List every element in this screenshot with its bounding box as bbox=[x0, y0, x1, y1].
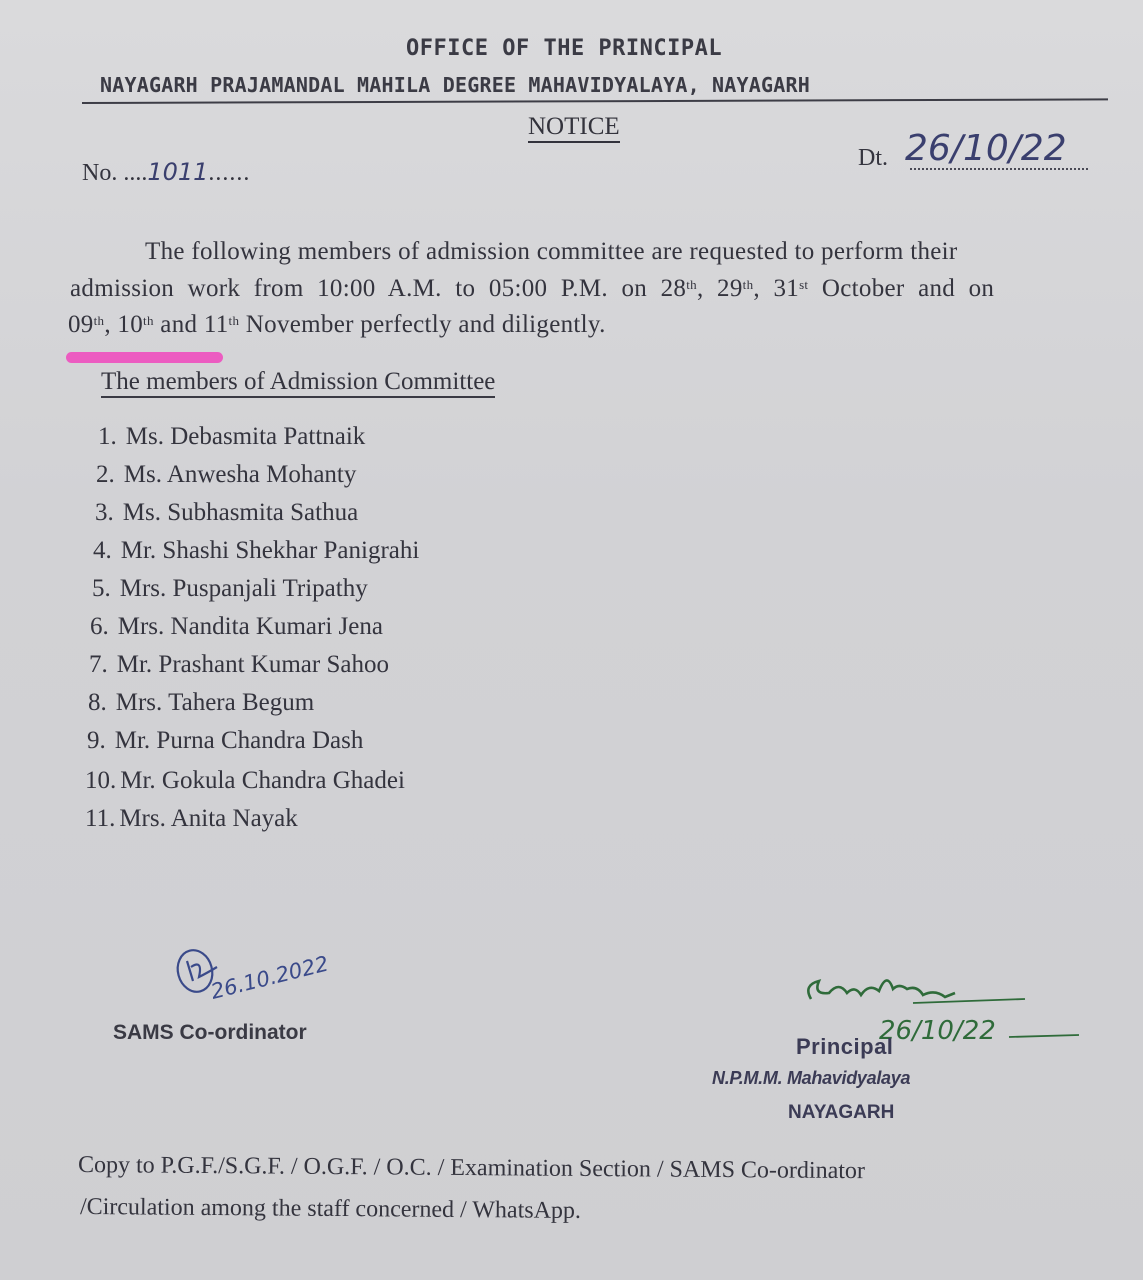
body-text: October and on bbox=[808, 275, 995, 302]
member-item bbox=[92, 575, 368, 603]
member-number: 10. bbox=[85, 767, 117, 794]
date-dotted-line bbox=[910, 168, 1088, 170]
stamp-line-1: Principal bbox=[796, 1034, 894, 1059]
office-title: OFFICE OF THE PRINCIPAL bbox=[406, 36, 723, 61]
ordinal-suffix: th bbox=[143, 313, 154, 328]
principal-signature-date: 26/10/22 bbox=[879, 1016, 996, 1046]
body-line-1: The following members of admission committee are requested to perform their bbox=[145, 238, 958, 265]
member-item bbox=[89, 651, 389, 679]
member-number: 1. bbox=[98, 423, 117, 450]
member-number: 5. bbox=[92, 575, 111, 602]
member-name: Mrs. Anita Nayak bbox=[119, 805, 298, 832]
reference-number-value: 1011 bbox=[147, 158, 209, 186]
member-number: 9. bbox=[87, 727, 106, 754]
notice-title: NOTICE bbox=[528, 113, 620, 143]
member-number: 2. bbox=[96, 461, 115, 488]
member-item bbox=[96, 461, 356, 489]
reference-number bbox=[82, 158, 250, 187]
ordinal-suffix: th bbox=[742, 277, 754, 292]
body-text: , 10 bbox=[104, 311, 144, 338]
member-item bbox=[93, 537, 419, 565]
sams-signature-date: 26.10.2022 bbox=[208, 951, 331, 1004]
body-line-2 bbox=[70, 275, 994, 303]
member-item bbox=[87, 727, 363, 755]
body-text: admission work from 10:00 A.M. to 05:00 P.M. on 28 bbox=[70, 275, 687, 302]
member-name: Mrs. Nandita Kumari Jena bbox=[117, 613, 383, 640]
member-name: Mrs. Puspanjali Tripathy bbox=[119, 575, 368, 602]
principal-stamp bbox=[708, 1028, 1018, 1138]
highlighter-mark bbox=[66, 352, 223, 363]
member-name: Mr. Prashant Kumar Sahoo bbox=[116, 651, 389, 678]
member-name: Mrs. Tahera Begum bbox=[115, 689, 315, 716]
member-number: 3. bbox=[95, 499, 114, 526]
member-name: Ms. Anwesha Mohanty bbox=[123, 461, 357, 488]
body-text: 09 bbox=[68, 311, 94, 338]
ordinal-suffix: th bbox=[686, 277, 697, 292]
reference-number-label: No. .... bbox=[82, 160, 148, 186]
member-number: 6. bbox=[90, 613, 109, 640]
member-name: Mr. Shashi Shekhar Panigrahi bbox=[120, 537, 420, 564]
member-item bbox=[90, 613, 383, 641]
member-item bbox=[98, 423, 365, 451]
member-item bbox=[85, 767, 405, 795]
body-text: , 31 bbox=[753, 275, 800, 302]
body-line-3 bbox=[68, 311, 606, 339]
college-name: NAYAGARH PRAJAMANDAL MAHILA DEGREE MAHAVIDYALAYA, NAYAGARH bbox=[100, 73, 810, 97]
member-number: 4. bbox=[93, 537, 112, 564]
ordinal-suffix: th bbox=[93, 313, 105, 328]
date-label: Dt. bbox=[858, 145, 888, 171]
ordinal-suffix: th bbox=[228, 313, 240, 328]
reference-number-dots: ...... bbox=[208, 160, 251, 186]
stamp-line-3: NAYAGARH bbox=[788, 1102, 895, 1123]
body-text: November perfectly and diligently. bbox=[239, 311, 606, 338]
stamp-line-2: N.P.M.M. Mahavidyalaya bbox=[712, 1068, 911, 1088]
body-text: , 29 bbox=[696, 275, 743, 302]
date-value: 26/10/22 bbox=[905, 128, 1067, 169]
ordinal-suffix: st bbox=[799, 277, 809, 292]
sams-coordinator-label: SAMS Co-ordinator bbox=[113, 1021, 307, 1044]
sams-signature bbox=[173, 937, 383, 1027]
member-item bbox=[88, 689, 314, 717]
body-text: and 11 bbox=[153, 311, 229, 338]
member-number: 8. bbox=[88, 689, 107, 716]
member-number: 11. bbox=[85, 805, 116, 832]
member-item bbox=[85, 805, 298, 833]
copy-to-line-1: Copy to P.G.F./S.G.F. / O.G.F. / O.C. / Examination Section / SAMS Co-ordinator bbox=[77, 1152, 866, 1185]
member-name: Ms. Subhasmita Sathua bbox=[122, 499, 359, 526]
member-number: 7. bbox=[89, 651, 108, 678]
committee-heading: The members of Admission Committee bbox=[101, 368, 495, 398]
copy-to-line-2: /Circulation among the staff concerned / WhatsApp. bbox=[79, 1194, 582, 1224]
member-item bbox=[95, 499, 358, 527]
member-name: Mr. Purna Chandra Dash bbox=[114, 727, 364, 754]
member-name: Mr. Gokula Chandra Ghadei bbox=[120, 767, 405, 794]
header-divider bbox=[82, 98, 1108, 104]
member-name: Ms. Debasmita Pattnaik bbox=[125, 423, 366, 450]
